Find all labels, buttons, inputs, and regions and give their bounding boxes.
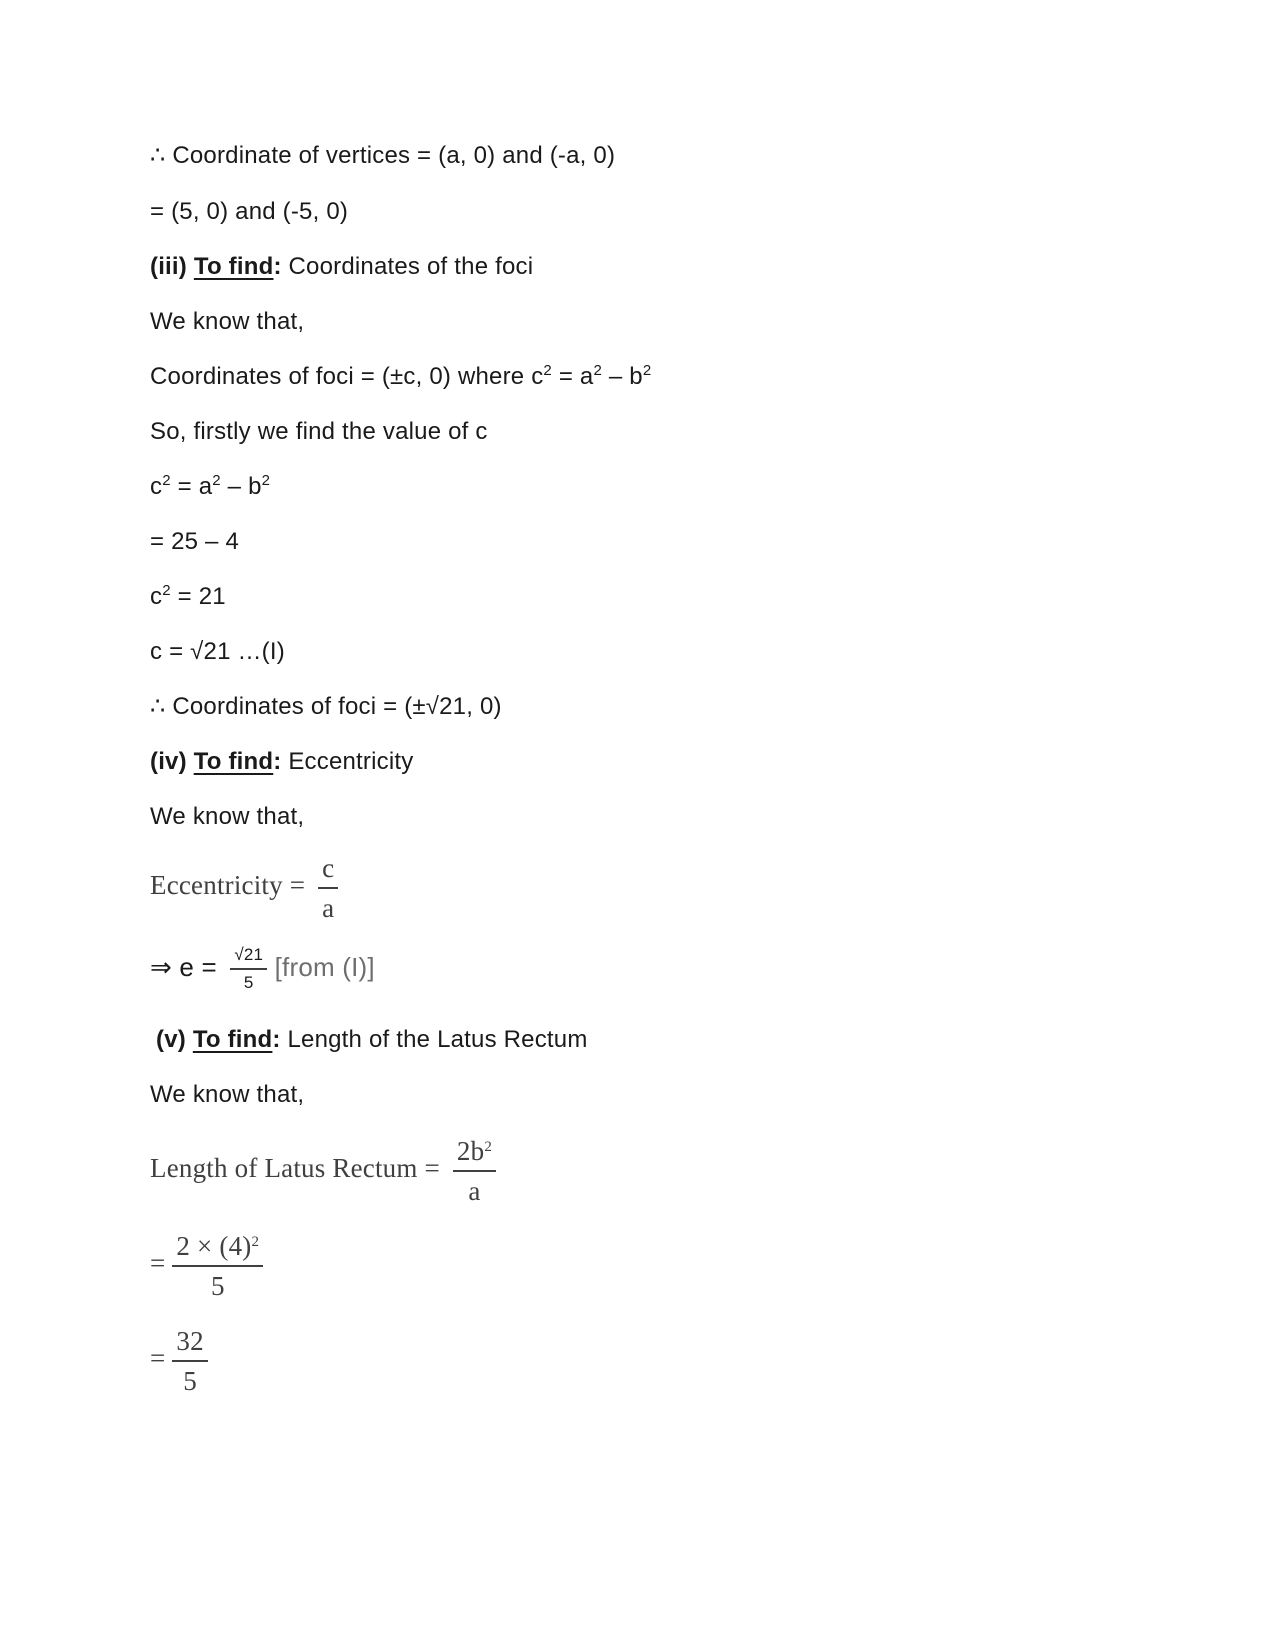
equals-sign: =	[150, 1343, 166, 1374]
section-v-heading	[156, 1025, 588, 1055]
numerator: 32	[172, 1325, 207, 1362]
section-text: Length of the Latus Rectum	[280, 1026, 588, 1053]
fraction	[172, 1325, 207, 1397]
foci-formula-part: Coordinates of foci = (±c, 0) where c	[150, 363, 544, 390]
latus-rectum-result	[150, 1325, 208, 1397]
denominator: a	[468, 1176, 481, 1206]
latus-rectum-substitution	[150, 1230, 263, 1302]
section-number: (iv)	[150, 748, 194, 775]
latus-rectum-label: Length of Latus Rectum =	[150, 1153, 440, 1184]
section-text: Eccentricity	[281, 748, 414, 775]
c-squared-formula-line	[150, 472, 270, 502]
formula-part: c	[150, 473, 163, 500]
fraction	[318, 852, 338, 924]
denominator: 5	[210, 1271, 225, 1301]
eccentricity-label: Eccentricity =	[150, 870, 306, 901]
section-number: (iii)	[150, 253, 194, 280]
section-iii-heading	[150, 252, 533, 282]
denominator: 5	[243, 973, 254, 992]
to-find-label: To find	[192, 1026, 273, 1053]
formula-part: – b	[220, 473, 262, 500]
superscript: 2	[162, 472, 171, 489]
latus-rectum-formula	[150, 1135, 496, 1207]
fraction	[172, 1230, 263, 1302]
superscript: 2	[543, 362, 552, 379]
we-know-line: We know that,	[150, 308, 305, 335]
reference-note: [from (I)]	[274, 951, 375, 982]
section-text: Coordinates of the foci	[281, 253, 534, 280]
c-squared-value-line	[150, 582, 226, 612]
equals-sign: =	[150, 1248, 166, 1279]
foci-formula-part: = a	[551, 363, 594, 390]
formula-part: = 21	[170, 583, 226, 610]
numerator: c	[318, 852, 338, 889]
denominator: a	[322, 893, 335, 923]
fraction	[230, 945, 267, 993]
formula-part: c	[150, 583, 163, 610]
vertices-values-line: = (5, 0) and (-5, 0)	[150, 198, 349, 225]
numerator: √21	[230, 945, 267, 970]
e-label: ⇒ e =	[150, 951, 217, 982]
foci-formula-part: – b	[602, 363, 643, 390]
foci-result-line: ∴ Coordinates of foci = (±√21, 0)	[150, 693, 502, 720]
eccentricity-formula	[150, 852, 338, 924]
formula-part: = a	[170, 473, 213, 500]
section-number: (v)	[156, 1026, 193, 1053]
foci-formula-line	[150, 362, 651, 392]
colon: :	[272, 1026, 281, 1053]
to-find-label: To find	[193, 748, 274, 775]
c-value-line: c = √21 …(I)	[150, 638, 285, 665]
superscript: 2	[261, 472, 271, 489]
denominator: 5	[183, 1366, 197, 1396]
superscript: 2	[162, 582, 171, 599]
find-c-line: So, firstly we find the value of c	[150, 418, 488, 445]
vertices-line: ∴ Coordinate of vertices = (a, 0) and (-a, 0)	[150, 142, 616, 169]
section-iv-heading	[150, 747, 413, 777]
numerator: $2b^2$	[453, 1135, 496, 1172]
superscript: 2	[642, 362, 652, 379]
superscript: 2	[212, 472, 221, 489]
fraction	[453, 1135, 496, 1207]
we-know-line: We know that,	[150, 803, 305, 830]
we-know-line: We know that,	[150, 1081, 305, 1108]
to-find-label: To find	[193, 253, 274, 280]
colon: :	[273, 748, 282, 775]
colon: :	[273, 253, 282, 280]
eccentricity-value	[150, 945, 375, 993]
subtraction-line: = 25 – 4	[150, 528, 240, 555]
superscript: 2	[593, 362, 602, 379]
numerator: $2 \times (4)^2$	[172, 1230, 263, 1267]
